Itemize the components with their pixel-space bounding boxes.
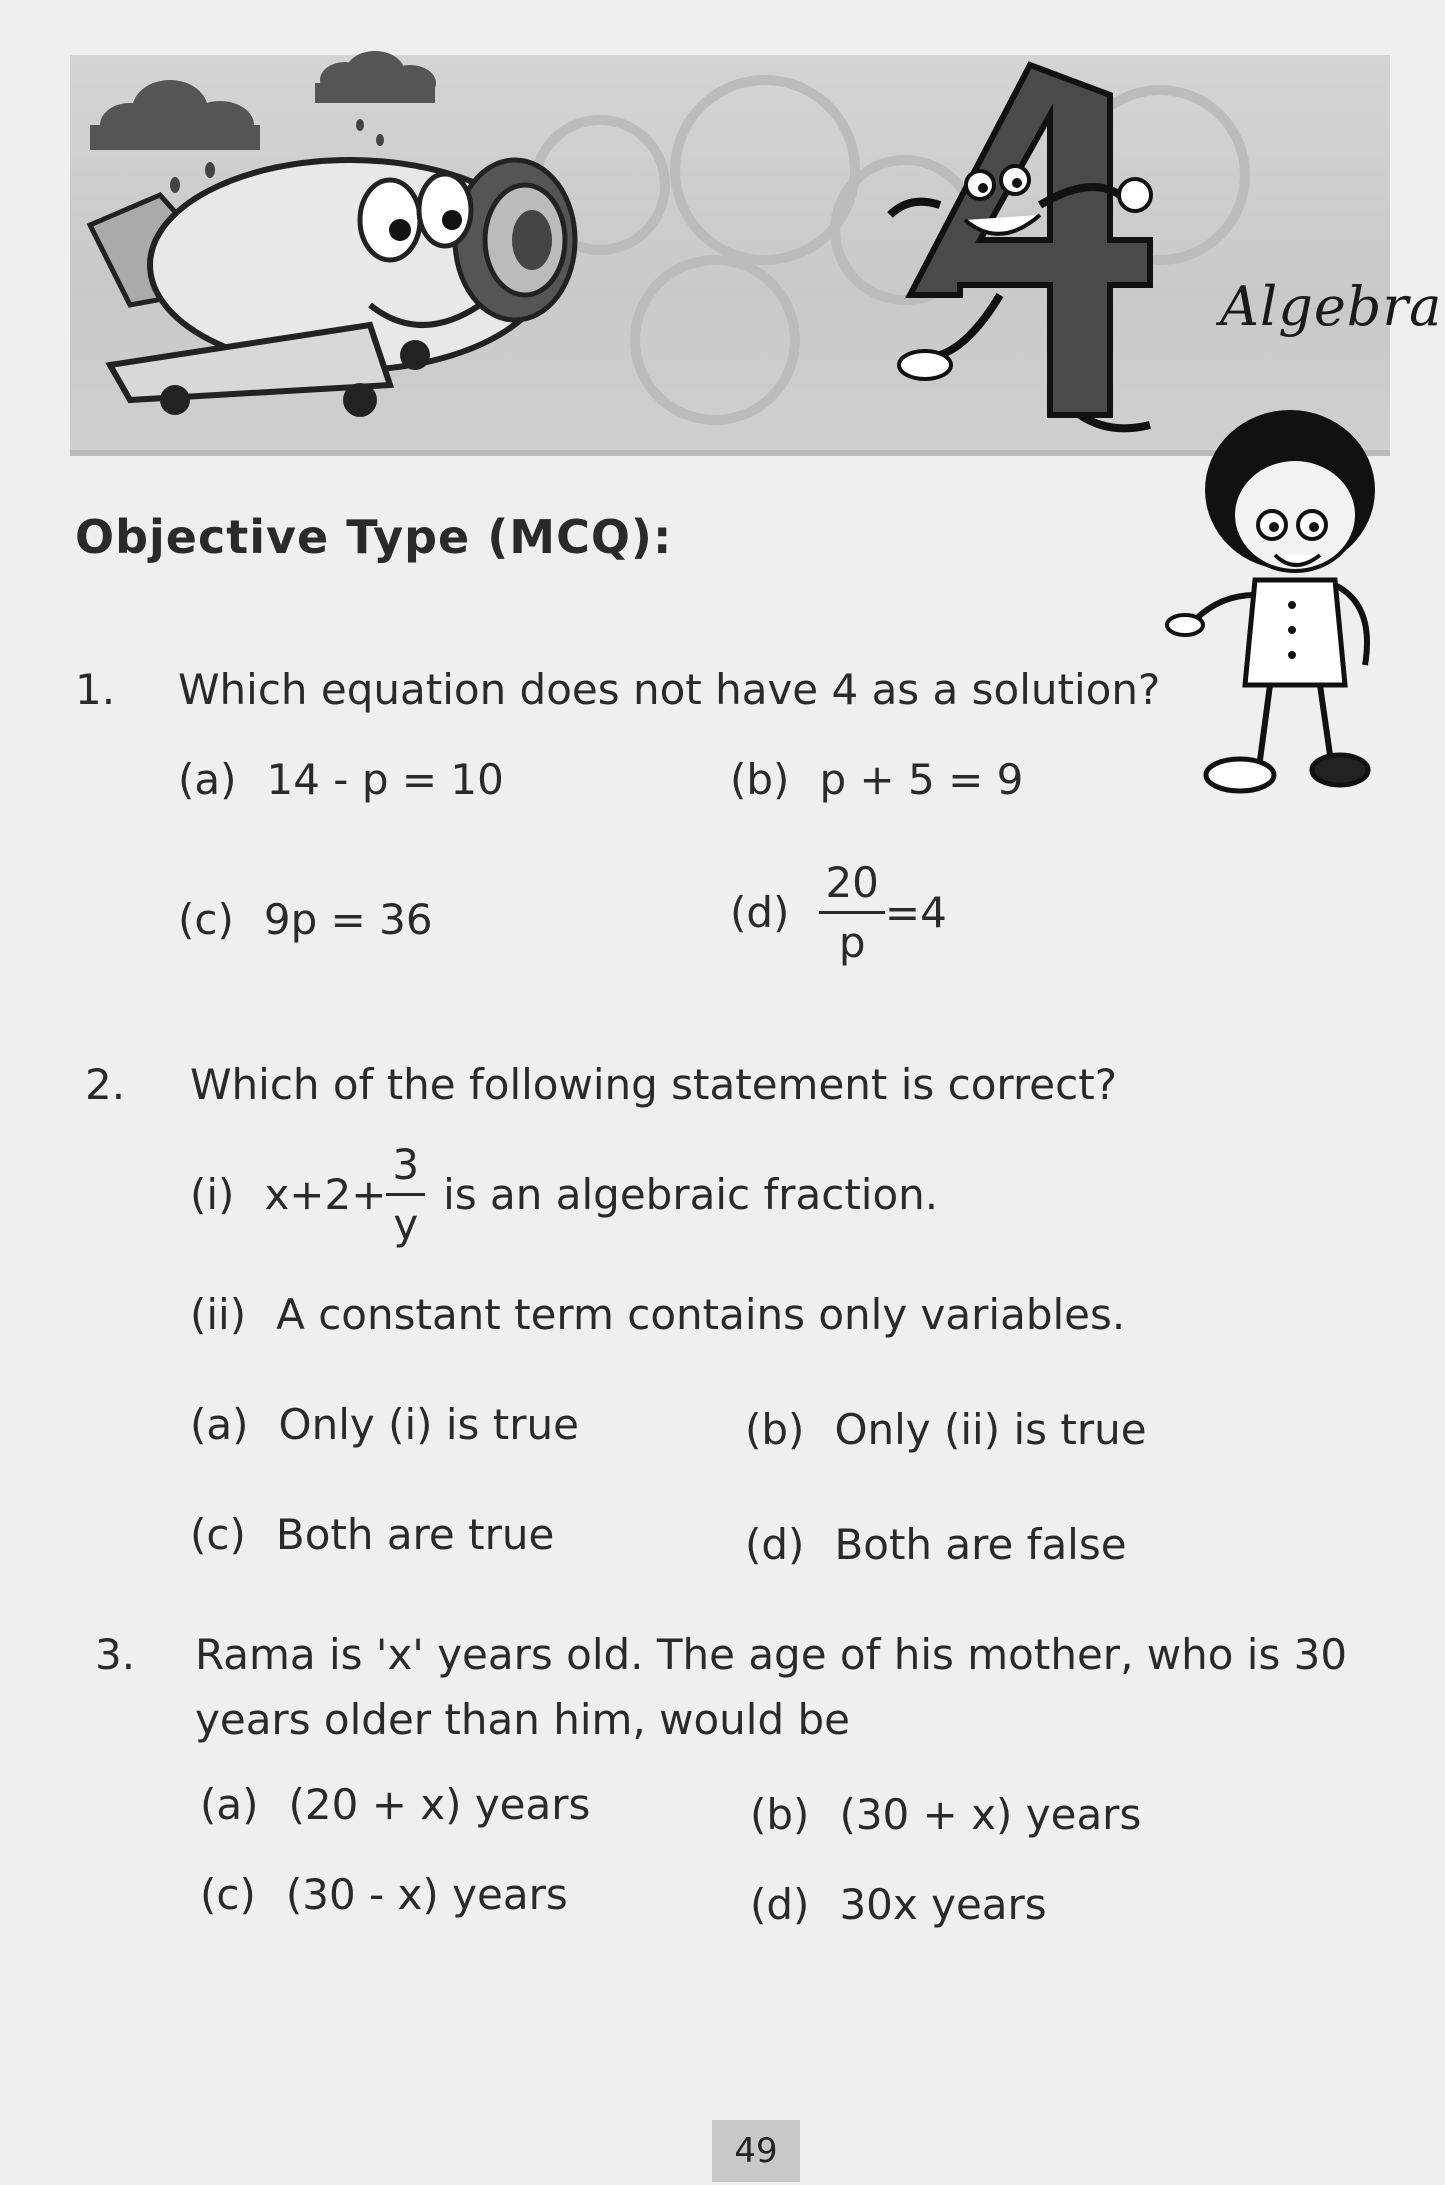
- option-label: (b): [750, 1790, 810, 1839]
- question-text-line-1: Rama is 'x' years old. The age of his mother, who is 30: [195, 1630, 1348, 1679]
- statement-prefix: x+2+: [264, 1170, 387, 1219]
- option-b[interactable]: [730, 755, 1023, 804]
- section-title: Objective Type (MCQ):: [75, 510, 673, 564]
- option-text: 9p = 36: [263, 895, 433, 944]
- option-label: (c): [200, 1870, 256, 1919]
- decorative-circle: [630, 255, 800, 425]
- option-label: (c): [190, 1510, 246, 1559]
- option-text: Both are false: [834, 1520, 1127, 1569]
- cartoon-boy-icon: [1160, 395, 1410, 815]
- cartoon-airplane-icon: [70, 55, 590, 435]
- option-a[interactable]: [190, 1400, 579, 1449]
- chapter-title: Algebra: [1220, 275, 1443, 338]
- statement-ii: [190, 1290, 1125, 1339]
- option-label: (d): [750, 1880, 810, 1929]
- option-label: (d): [730, 888, 790, 937]
- option-label: (c): [178, 895, 234, 944]
- option-d[interactable]: [730, 858, 947, 967]
- option-text: Only (i) is true: [278, 1400, 579, 1449]
- cartoon-number-four-icon: [850, 55, 1210, 435]
- statement-text: A constant term contains only variables.: [276, 1290, 1126, 1339]
- option-b[interactable]: [750, 1790, 1141, 1839]
- option-label: (a): [200, 1780, 259, 1829]
- question-text: Which of the following statement is correct?: [190, 1060, 1117, 1109]
- option-c[interactable]: [190, 1510, 554, 1559]
- option-label: (d): [745, 1520, 805, 1569]
- question-text: Which equation does not have 4 as a solution?: [178, 665, 1161, 714]
- option-label: (a): [190, 1400, 249, 1449]
- question-number: 2.: [85, 1060, 126, 1109]
- statement-label: (ii): [190, 1290, 247, 1339]
- option-text: 14 - p = 10: [266, 755, 504, 804]
- question-number: 3.: [95, 1630, 136, 1679]
- fraction: [386, 1140, 425, 1249]
- option-text: Both are true: [275, 1510, 555, 1559]
- option-a[interactable]: [200, 1780, 590, 1829]
- fraction-denominator: y: [393, 1200, 419, 1249]
- option-a[interactable]: [178, 755, 504, 804]
- fraction-denominator: p: [838, 918, 866, 967]
- option-text: Only (ii) is true: [834, 1405, 1147, 1454]
- question-number: 1.: [75, 665, 116, 714]
- option-d[interactable]: [745, 1520, 1127, 1569]
- option-text: (30 - x) years: [285, 1870, 568, 1919]
- option-text: 30x years: [839, 1880, 1047, 1929]
- statement-label: (i): [190, 1170, 235, 1219]
- option-text: (20 + x) years: [288, 1780, 591, 1829]
- fraction-numerator: 20: [819, 858, 884, 914]
- statement-i: [190, 1140, 938, 1249]
- question-text-line-2: years older than him, would be: [195, 1695, 850, 1744]
- option-text: p + 5 = 9: [819, 755, 1024, 804]
- fraction-numerator: 3: [386, 1140, 425, 1196]
- page-number: 49: [712, 2120, 800, 2182]
- option-label: (a): [178, 755, 237, 804]
- option-text: (30 + x) years: [839, 1790, 1142, 1839]
- option-c[interactable]: [200, 1870, 568, 1919]
- option-label: (b): [745, 1405, 805, 1454]
- option-label: (b): [730, 755, 790, 804]
- option-d[interactable]: [750, 1880, 1047, 1929]
- option-c[interactable]: [178, 895, 433, 944]
- statement-text: is an algebraic fraction.: [443, 1170, 939, 1219]
- option-text: =4: [884, 888, 947, 937]
- option-b[interactable]: [745, 1405, 1147, 1454]
- fraction: [819, 858, 884, 967]
